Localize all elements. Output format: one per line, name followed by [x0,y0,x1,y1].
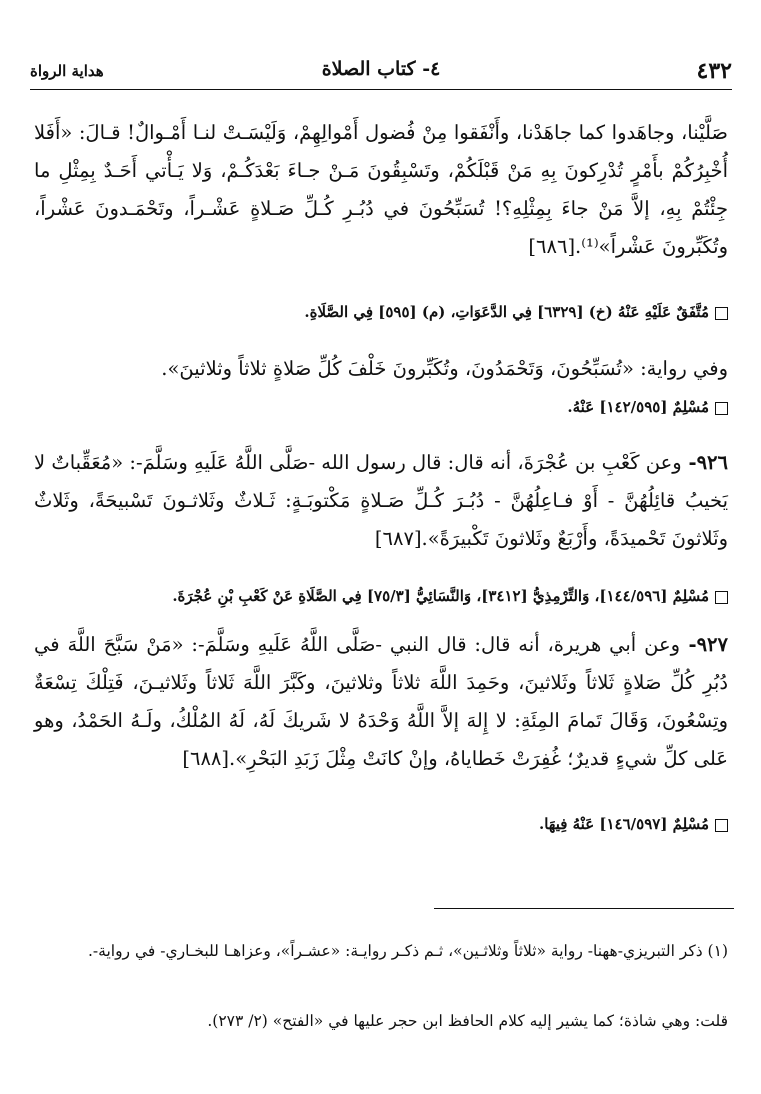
source-reference [34,812,728,836]
book-title: هداية الرواة [30,62,104,80]
source-reference [34,584,728,608]
chapter-title: ٤- كتاب الصلاة [321,58,441,80]
source-reference [34,395,728,419]
reference-text: مُسْلِمٌ [١٤٤/٥٩٦]، وَالتِّرْمِذِيُّ [٣٤١٢]، وَالنَّسَائِيُّ [٧٥/٣] فِي الصَّلَاةِ عَنْ كَعْبِ بْنِ عُجْرَةَ. [172,587,709,605]
reference-text: مُسْلِمٌ [١٤٦/٥٩٧] عَنْهُ فِيهَا. [539,815,709,833]
checkbox-square-icon [715,591,728,604]
reference-text: مُسْلِمٌ [١٤٢/٥٩٥] عَنْهُ. [567,398,709,416]
paragraph-variant: وفي رواية: «تُسَبِّحُونَ، وَتَحْمَدُونَ، وتُكَبِّرونَ خَلْفَ كُلِّ صَلاةٍ ثلاثاً وثلاثينَ». [161,357,728,380]
hadith-number: ٩٢٧- [680,633,728,656]
hadith-926 [34,444,728,558]
source-reference [34,300,728,324]
footnote-1: (١) ذكر التبريزي-ههنا- رواية «ثلاثاً وثلاثـين»، ثـم ذكـر روايـة: «عشـراً»، وعزاهـا للبخـاري- في رواية-. [87,942,728,960]
page-header [30,58,732,88]
checkbox-square-icon [715,819,728,832]
reference-text: مُتَّفَقٌ عَلَيْهِ عَنْهُ (خ) [٦٣٢٩] فِي الدَّعَوَاتِ، (م) [٥٩٥] فِي الصَّلَاةِ. [304,303,709,321]
hadith-number: ٩٢٦- [681,451,728,474]
checkbox-square-icon [715,307,728,320]
hadith-927 [34,626,728,778]
header-divider [30,89,732,90]
footnote-divider [434,908,734,909]
page-number: ٤٣٢ [696,58,732,84]
paragraph-continued: صَلَّيْنا، وجاهَدوا كما جاهَدْنا، وأَنْفَقوا مِنْ فُضول أَمْوالِهِمْ، وَلَيْسَـتْ لنـا أَمْـوالٌ! قـالَ: «أَفَلا أُخْبِرُكُمْ بأَمْرٍ تُدْرِكونَ بِهِ مَنْ قَبْلَكُمْ، وتَسْبِقُونَ مَـنْ جـاءَ بَعْدَكُـمْ، وَلا يَـأْتي أَحَـدٌ بِمِثْلِ ما جِئْتُمْ بِهِ، إلاَّ مَنْ جاءَ بِمِثْلِهِ؟! تُسَبِّحُونَ في دُبُـرِ كُـلِّ صَـلاةٍ عَشْـراً، وتَحْمَـدونَ عَشْراً، وتُكَبِّرونَ عَشْراً»⁽¹⁾.[٦٨٦] [34,121,728,258]
footnote-note: قلت: وهي شاذة؛ كما يشير إليه كلام الحافظ ابن حجر عليها في «الفتح» (٢/ ٢٧٣). [207,1012,728,1030]
hadith-text: وعن أبي هريرة، أنه قال: قال النبي -صَلَّى اللَّهُ عَلَيهِ وسَلَّمَ-: «مَنْ سَبَّحَ اللَّهَ في دُبُرِ كُلِّ صَلاةٍ ثَلاثاً وثَلاثينَ، وحَمِدَ اللَّهَ ثلاثاً وثلاثينَ، وكَبَّرَ اللَّهَ ثَلاثاً وثَلاثيـنَ، فَتِلْكَ تِسْعَةٌ وتِسْعُونَ، وَقَالَ تَمامَ المِئَةِ: لا إِلهَ إلاَّ اللَّهُ وَحْدَهُ لا شَريكَ لَهُ، لَهُ المُلْكُ، ولَـهُ الحَمْدُ، وهو عَلى كلِّ شيءٍ قديرٌ؛ غُفِرَتْ خَطاياهُ، وإنْ كانَتْ مِثْلَ زَبَدِ البَحْرِ».[٦٨٨] [34,633,728,770]
hadith-text: وعن كَعْبِ بن عُجْرَةَ، أنه قال: قال رسول الله -صَلَّى اللَّهُ عَلَيهِ وسَلَّمَ-: «مُعَقِّباتٌ لا يَخيبُ قائِلُهُنَّ - أَوْ فـاعِلُهُنَّ - دُبُـرَ كُـلِّ صَـلاةٍ مَكْتوبَـةٍ: ثَـلاثٌ وثَلاثـونَ تَسْبيحَةً، وثَلاثٌ وثَلاثونَ تَحْميدَةً، وأَرْبَعٌ وثَلاثونَ تَكْبيرَةً».[٦٨٧] [34,451,728,550]
checkbox-square-icon [715,402,728,415]
